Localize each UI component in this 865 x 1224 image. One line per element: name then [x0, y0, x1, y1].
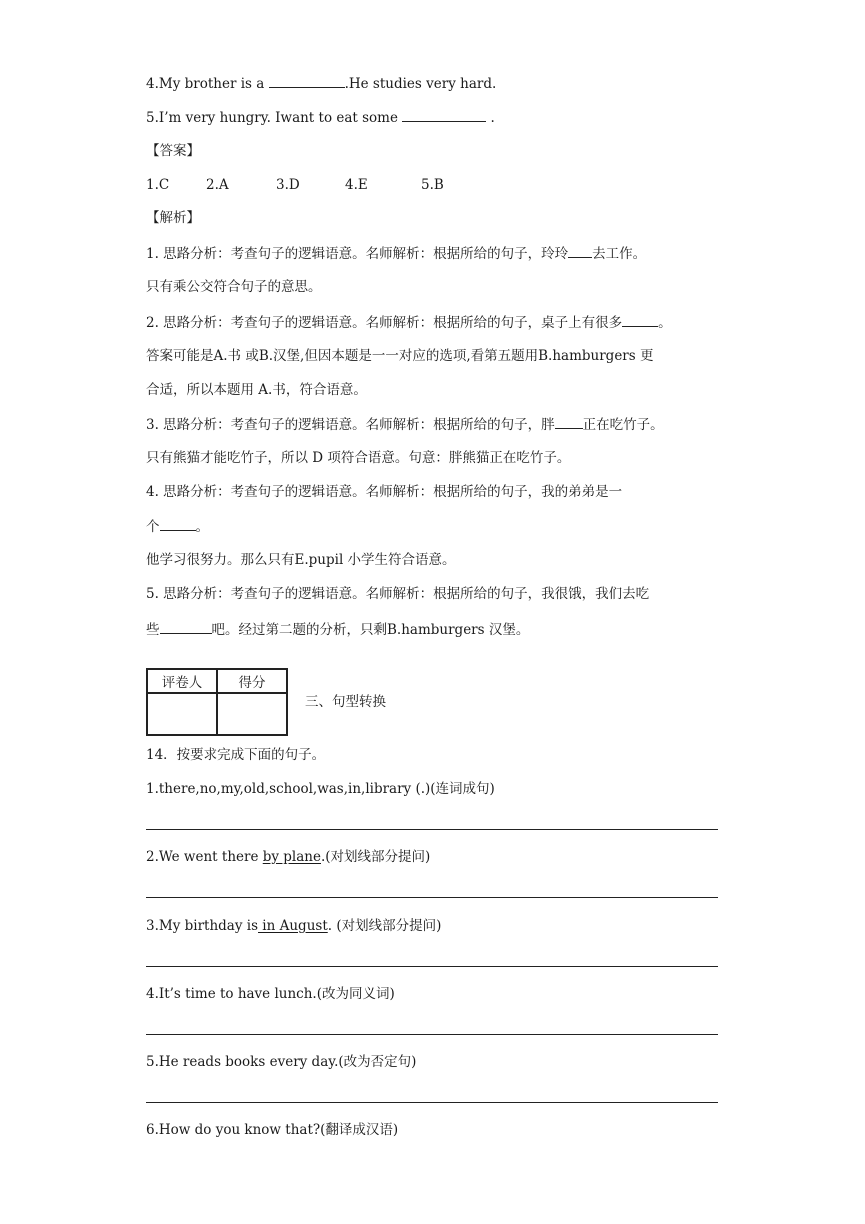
analysis-5-line-2: [146, 619, 529, 640]
analysis-text: 个: [146, 519, 160, 535]
item-1: 1.there,no,my,old,school,was,in,library (.)(连词成句): [146, 781, 495, 797]
analysis-3-line-2: 只有熊猫才能吃竹子，所以 D 项符合语意。句意：胖熊猫正在吃竹子。: [146, 450, 571, 466]
answer-item: 1.C: [146, 177, 170, 193]
analysis-heading: 【解析】: [146, 210, 200, 226]
question-4: [146, 73, 496, 94]
analysis-3-line-1: [146, 414, 664, 435]
score-cell: [217, 693, 287, 735]
answer-item: 2.A: [206, 177, 229, 193]
analysis-text: 些: [146, 622, 160, 638]
analysis-1-line-2: 只有乘公交符合句子的意思。: [146, 279, 322, 295]
item-6: 6.How do you know that?(翻译成汉语): [146, 1122, 399, 1138]
analysis-text: 吧。经过第二题的分析，只剩B.hamburgers 汉堡。: [211, 622, 530, 638]
q5-post: .: [486, 110, 495, 126]
q4-post: .He studies very hard.: [344, 76, 497, 92]
q5-pre: 5.I’m very hungry. Iwant to eat some: [146, 110, 403, 126]
score-table: [146, 668, 288, 736]
answer-line: [146, 897, 718, 898]
analysis-text: 正在吃竹子。: [582, 417, 664, 433]
analysis-4-line-1: 4. 思路分析：考查句子的逻辑语意。名师解析：根据所给的句子，我的弟弟是一: [146, 484, 623, 500]
question-14: 14．按要求完成下面的句子。: [146, 747, 326, 763]
grader-header: 评卷人: [147, 669, 217, 693]
analysis-4-line-2: [146, 516, 209, 537]
q4-pre: 4.My brother is a: [146, 76, 269, 92]
answer-item: 5.B: [421, 177, 444, 193]
analysis-5-line-1: 5. 思路分析：考查句子的逻辑语意。名师解析：根据所给的句子，我很饿，我们去吃: [146, 586, 650, 602]
answer-line: [146, 829, 718, 830]
grader-cell: [147, 693, 217, 735]
answer-item: 4.E: [345, 177, 368, 193]
item-text: 3.My birthday is: [146, 918, 259, 934]
answer-line: [146, 1102, 718, 1103]
answer-list: [146, 175, 444, 195]
analysis-text: 去工作。: [592, 246, 647, 262]
analysis-text: 1. 思路分析：考查句子的逻辑语意。名师解析：根据所给的句子，玲玲: [146, 246, 569, 262]
answer-heading: 【答案】: [146, 143, 200, 159]
fill-blank: [622, 312, 658, 327]
analysis-2-line-2: 答案可能是A.书 或B.汉堡,但因本题是一一对应的选项,看第五题用B.hamburgers 更: [146, 348, 654, 364]
analysis-2-line-3: 合适，所以本题用 A.书，符合语意。: [146, 382, 367, 398]
item-2: [146, 847, 430, 867]
item-text: .(对划线部分提问): [321, 849, 431, 865]
answer-line: [146, 966, 718, 967]
item-text: 2.We went there: [146, 849, 263, 865]
answer-line: [146, 1034, 718, 1035]
analysis-1-line-1: [146, 243, 646, 264]
analysis-text: 。: [195, 519, 209, 535]
underlined-phrase: in August: [258, 918, 328, 934]
analysis-text: 。: [658, 315, 672, 331]
underlined-phrase: by plane: [262, 849, 321, 865]
item-3: [146, 916, 441, 936]
fill-blank: [555, 414, 583, 429]
item-4: 4.It’s time to have lunch.(改为同义词): [146, 986, 395, 1002]
analysis-4-line-3: 他学习很努力。那么只有E.pupil 小学生符合语意。: [146, 552, 456, 568]
section-title: 三、句型转换: [305, 694, 386, 710]
score-header: 得分: [217, 669, 287, 693]
question-5: [146, 107, 495, 128]
analysis-text: 2. 思路分析：考查句子的逻辑语意。名师解析：根据所给的句子，桌子上有很多: [146, 315, 623, 331]
fill-blank: [269, 73, 345, 88]
fill-blank: [568, 243, 592, 258]
item-5: 5.He reads books every day.(改为否定句): [146, 1054, 417, 1070]
fill-blank: [402, 107, 486, 122]
analysis-text: 3. 思路分析：考查句子的逻辑语意。名师解析：根据所给的句子，胖: [146, 417, 555, 433]
analysis-2-line-1: [146, 312, 672, 333]
item-text: . (对划线部分提问): [327, 918, 442, 934]
answer-item: 3.D: [276, 177, 300, 193]
fill-blank: [160, 516, 196, 531]
fill-blank: [160, 619, 212, 634]
